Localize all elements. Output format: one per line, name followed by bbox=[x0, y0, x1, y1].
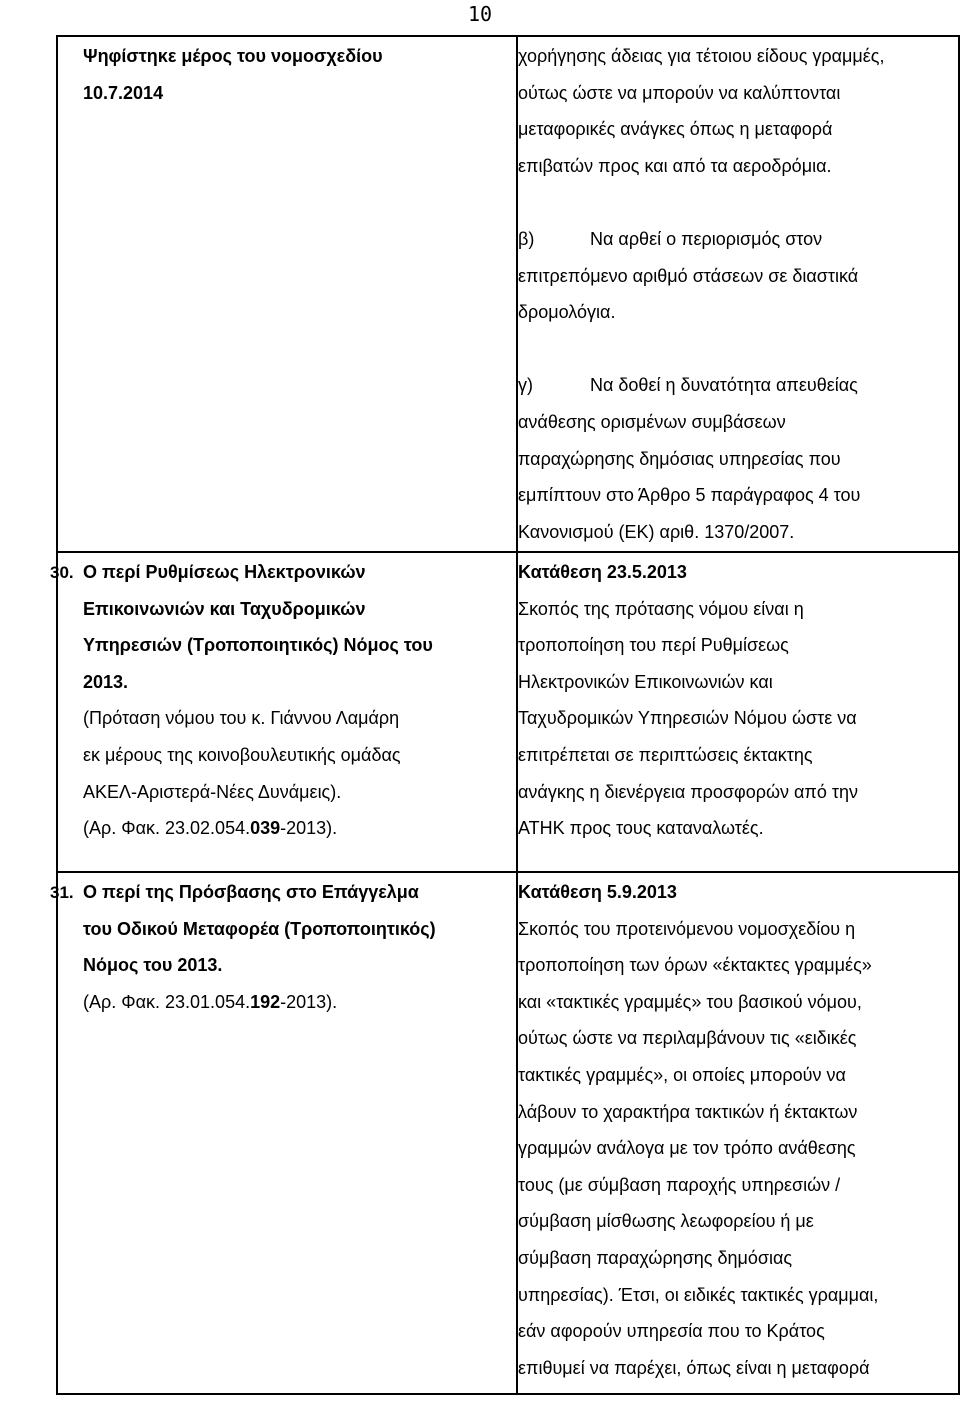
title-cell bbox=[83, 36, 517, 552]
desc-line: Ταχυδρομικών Υπηρεσιών Νόμου ώστε να bbox=[518, 708, 857, 729]
desc-line: ΑΤΗΚ προς τους καταναλωτές. bbox=[518, 818, 764, 839]
desc-line: ούτως ώστε να μπορούν να καλύπτονται bbox=[518, 82, 841, 103]
description-cell bbox=[517, 872, 959, 1394]
desc-line: επιβατών προς και από τα αεροδρόμια. bbox=[518, 155, 832, 176]
bills-table bbox=[50, 35, 958, 1395]
file-reference: (Αρ. Φακ. 23.01.054.192-2013). bbox=[83, 991, 338, 1012]
table-row-30 bbox=[57, 552, 959, 872]
desc-line: επιτρεπόμενο αριθμό στάσεων σε διαστικά bbox=[518, 265, 859, 286]
bill-title-line: Επικοινωνιών και Ταχυδρομικών bbox=[83, 598, 366, 619]
bill-title-line: Υπηρεσιών (Τροποποιητικός) Νόμος του bbox=[83, 635, 433, 656]
desc-line: Να αρθεί ο περιορισμός στον bbox=[590, 228, 823, 249]
description-cell bbox=[517, 36, 959, 552]
description-cell bbox=[517, 552, 959, 872]
bill-title-line: Ο περί της Πρόσβασης στο Επάγγελμα bbox=[83, 882, 419, 902]
desc-line: επιτρέπεται σε περιπτώσεις έκτακτης bbox=[518, 744, 813, 765]
title-cell bbox=[83, 872, 517, 1394]
item-b-label: β) bbox=[518, 228, 535, 249]
desc-line: λάβουν το χαρακτήρα τακτικών ή έκτακτων bbox=[518, 1101, 858, 1122]
desc-line: και «τακτικές γραμμές» του βασικού νόμου, bbox=[518, 991, 862, 1012]
desc-line: μεταφορικές ανάγκες όπως η μεταφορά bbox=[518, 119, 833, 140]
desc-line: τακτικές γραμμές», οι οποίες μπορούν να bbox=[518, 1064, 846, 1085]
submission-date: Κατάθεση 5.9.2013 bbox=[518, 882, 677, 902]
vote-status-line-2: 10.7.2014 bbox=[83, 82, 164, 103]
desc-line: εμπίπτουν στο Άρθρο 5 παράγραφος 4 του bbox=[518, 485, 861, 506]
desc-line: ανάγκης η διενέργεια προσφορών από την bbox=[518, 781, 858, 802]
bill-title-line: Νόμος του 2013. bbox=[83, 955, 223, 976]
bill-note-line: εκ μέρους της κοινοβουλευτικής ομάδας bbox=[83, 744, 401, 765]
number-cell bbox=[50, 552, 83, 872]
desc-line: Σκοπός της πρότασης νόμου είναι η bbox=[518, 598, 804, 619]
desc-line: Να δοθεί η δυνατότητα απευθείας bbox=[590, 375, 858, 396]
bill-title-line: Ο περί Ρυθμίσεως Ηλεκτρονικών bbox=[83, 562, 366, 582]
desc-line: παραχώρησης δημόσιας υπηρεσίας που bbox=[518, 448, 841, 469]
desc-line: σύμβαση μίσθωσης λεωφορείου ή με bbox=[518, 1211, 814, 1232]
desc-line: επιθυμεί να παρέχει, όπως είναι η μεταφορά bbox=[518, 1357, 870, 1378]
bill-note-line: (Πρόταση νόμου του κ. Γιάννου Λαμάρη bbox=[83, 708, 400, 729]
desc-line: τροποποίηση του περί Ρυθμίσεως bbox=[518, 635, 789, 656]
desc-line: Κανονισμού (ΕΚ) αριθ. 1370/2007. bbox=[518, 521, 795, 542]
file-reference: (Αρ. Φακ. 23.02.054.039-2013). bbox=[83, 818, 338, 839]
desc-line: σύμβαση παραχώρησης δημόσιας bbox=[518, 1247, 793, 1268]
submission-date: Κατάθεση 23.5.2013 bbox=[518, 562, 687, 582]
desc-line: τους (με σύμβαση παροχής υπηρεσιών / bbox=[518, 1174, 841, 1195]
page-number: 10 bbox=[467, 2, 493, 26]
vote-status-line-1: Ψηφίστηκε μέρος του νομοσχεδίου bbox=[83, 46, 383, 66]
desc-line: Σκοπός του προτεινόμενου νομοσχεδίου η bbox=[518, 918, 856, 939]
table-row-31 bbox=[57, 872, 959, 1394]
table-row-continuation bbox=[57, 36, 959, 552]
bill-note-line: ΑΚΕΛ-Αριστερά-Νέες Δυνάμεις). bbox=[83, 781, 342, 802]
desc-line: εάν αφορούν υπηρεσία που το Κράτος bbox=[518, 1321, 825, 1342]
desc-line: τροποποίηση των όρων «έκτακτες γραμμές» bbox=[518, 955, 872, 976]
desc-line: χορήγησης άδειας για τέτοιου είδους γραμμές, bbox=[518, 46, 885, 66]
desc-line: υπηρεσίας). Έτσι, οι ειδικές τακτικές γραμμαι, bbox=[518, 1284, 879, 1305]
desc-line: Ηλεκτρονικών Επικοινωνιών και bbox=[518, 671, 773, 692]
desc-line: γραμμών ανάλογα με τον τρόπο ανάθεσης bbox=[518, 1138, 856, 1159]
number-cell bbox=[57, 36, 83, 552]
desc-line: ανάθεσης ορισμένων συμβάσεων bbox=[518, 411, 786, 432]
desc-line: ούτως ώστε να περιλαμβάνουν τις «ειδικές bbox=[518, 1028, 857, 1049]
row-number: 31. bbox=[50, 883, 74, 902]
item-c-label: γ) bbox=[518, 375, 533, 396]
row-number: 30. bbox=[50, 563, 74, 582]
bill-title-line: του Οδικού Μεταφορέα (Τροποποιητικός) bbox=[83, 918, 436, 939]
title-cell bbox=[83, 552, 517, 872]
number-cell bbox=[50, 872, 83, 1394]
desc-line: δρομολόγια. bbox=[518, 302, 616, 323]
bill-title-line: 2013. bbox=[83, 671, 129, 692]
